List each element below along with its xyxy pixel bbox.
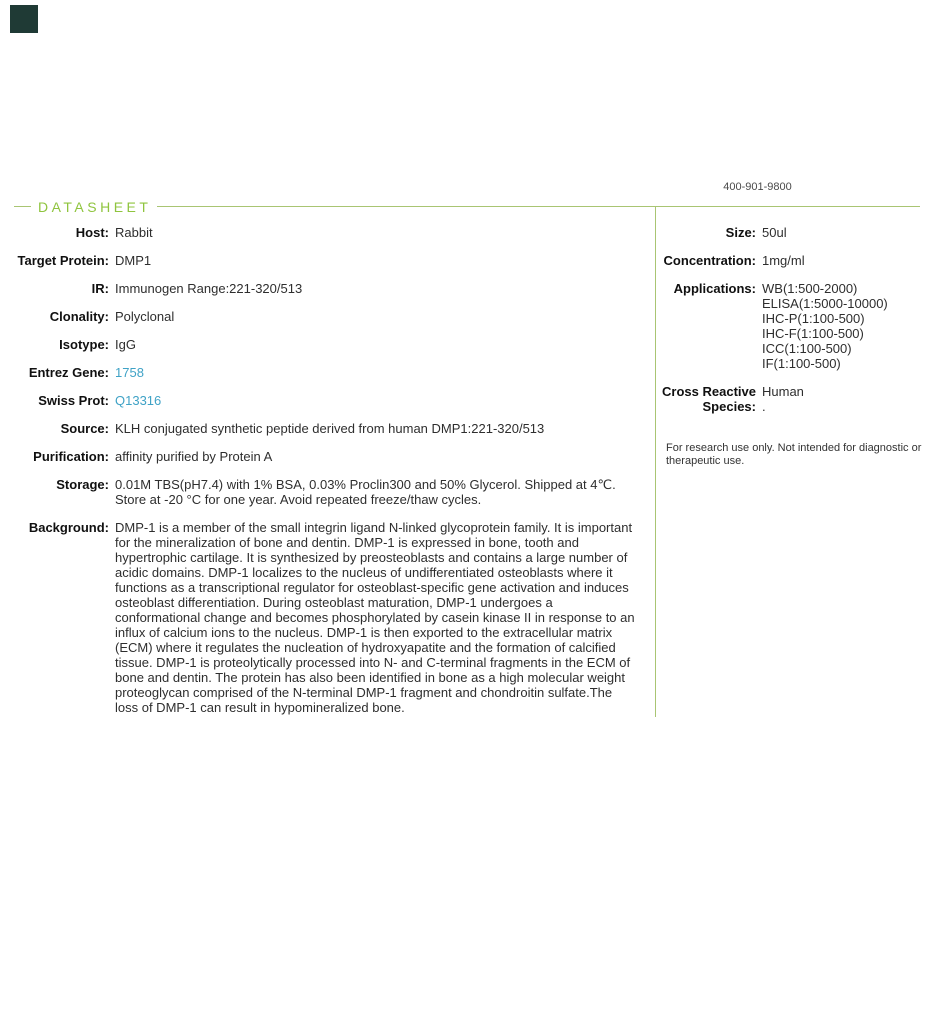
application-item: ELISA(1:5000-10000) [762, 296, 888, 311]
field-label: Swiss Prot: [38, 393, 109, 408]
field-label: Clonality: [49, 309, 109, 324]
header-rule-left [14, 206, 31, 207]
cross-reactive-species: Human [762, 384, 804, 399]
field-row-isotype [14, 337, 646, 352]
field-row-clonality [14, 309, 646, 324]
field-value: IgG [115, 337, 136, 352]
field-label: Cross Reactive Species: [662, 384, 756, 414]
field-row-ir [14, 281, 646, 296]
left-column [14, 225, 646, 728]
field-label: Background: [28, 520, 109, 535]
field-label: IR: [91, 281, 109, 296]
right-column [656, 225, 922, 468]
disclaimer-text: For research use only. Not intended for diagnostic or therapeutic use. [666, 442, 922, 467]
application-item: ICC(1:100-500) [762, 341, 852, 356]
field-label: Size: [725, 225, 756, 240]
application-item: IHC-P(1:100-500) [762, 311, 865, 326]
field-label: Isotype: [59, 337, 109, 352]
field-row-applications [656, 281, 922, 371]
entrez-gene-id[interactable]: 1758 [115, 365, 144, 380]
field-row-background [14, 520, 646, 715]
entrez-gene-link[interactable] [115, 365, 144, 380]
field-label: Target Protein: [17, 253, 109, 268]
swiss-prot-id[interactable]: Q13316 [115, 393, 162, 408]
field-row-storage [14, 477, 646, 507]
field-label: Host: [75, 225, 109, 240]
cross-reactive-species-cont: . [762, 399, 766, 414]
applications-list [762, 281, 922, 371]
page-title: DATASHEET [38, 198, 152, 215]
application-item: IHC-F(1:100-500) [762, 326, 864, 341]
application-item: IF(1:100-500) [762, 356, 841, 371]
field-label: Source: [60, 421, 109, 436]
field-value: affinity purified by Protein A [115, 449, 273, 464]
cross-reactive-value [762, 384, 922, 414]
field-row-purification [14, 449, 646, 464]
field-row-host [14, 225, 646, 240]
background-paragraph: DMP-1 is a member of the small integrin ligand N-linked glycoprotein family. It is important for the mineralization of bone and dentin. DMP-1 is expressed in bone, tooth and hypertrophic cartilage. It is synthesized by preosteoblasts and contains a large number of acidic domains. DMP-1 localizes to the nucleus of undifferentiated osteoblasts where it functions as a transcriptional regulator for osteoblast-specific gene activation and induces osteoblast differentiation. During osteoblast maturation, DMP-1 undergoes a conformational change and becomes phosphorylated by casein kinase II in response to an influx of calcium ions to the nucleus. DMP-1 is then exported to the extracellular matrix (ECM) where it regulates the nucleation of hydroxyapatite and the formation of calcified tissue. DMP-1 is proteolytically processed into N- and C-terminal fragments in the ECM of bone and dentin. The protein has also been identified in bone as a high molecular weight proteoglycan comprised of the N-terminal DMP-1 fragment and chondroitin sulfate.The loss of DMP-1 can result in hypomineralized bone. [115, 520, 635, 715]
field-label: Entrez Gene: [28, 365, 109, 380]
field-value: 1mg/ml [762, 253, 805, 268]
field-row-swiss-prot [14, 393, 646, 408]
field-row-target-protein [14, 253, 646, 268]
field-value: 0.01M TBS(pH7.4) with 1% BSA, 0.03% Proclin300 and 50% Glycerol. Shipped at 4℃. Store at -20 °C for one year. Avoid repeated freeze/thaw cycles. [115, 477, 616, 507]
brand-logo-square [10, 5, 38, 33]
field-row-entrez-gene [14, 365, 646, 380]
field-value: Polyclonal [115, 309, 175, 324]
field-value: Rabbit [115, 225, 153, 240]
field-label: Concentration: [663, 253, 756, 268]
field-label: Applications: [673, 281, 756, 296]
field-row-source [14, 421, 646, 436]
field-value: DMP1 [115, 253, 152, 268]
field-row-cross-reactive [656, 384, 922, 414]
field-label: Purification: [33, 449, 109, 464]
field-value: 50ul [762, 225, 787, 240]
phone-number: 400-901-9800 [723, 181, 792, 193]
field-value: KLH conjugated synthetic peptide derived from human DMP1:221-320/513 [115, 421, 545, 436]
header-rule-right [157, 206, 920, 207]
swiss-prot-link[interactable] [115, 393, 161, 408]
field-row-size [656, 225, 922, 240]
field-row-concentration [656, 253, 922, 268]
datasheet-header [14, 198, 920, 215]
field-label: Storage: [56, 477, 109, 492]
field-value: Immunogen Range:221-320/513 [115, 281, 303, 296]
application-item: WB(1:500-2000) [762, 281, 858, 296]
